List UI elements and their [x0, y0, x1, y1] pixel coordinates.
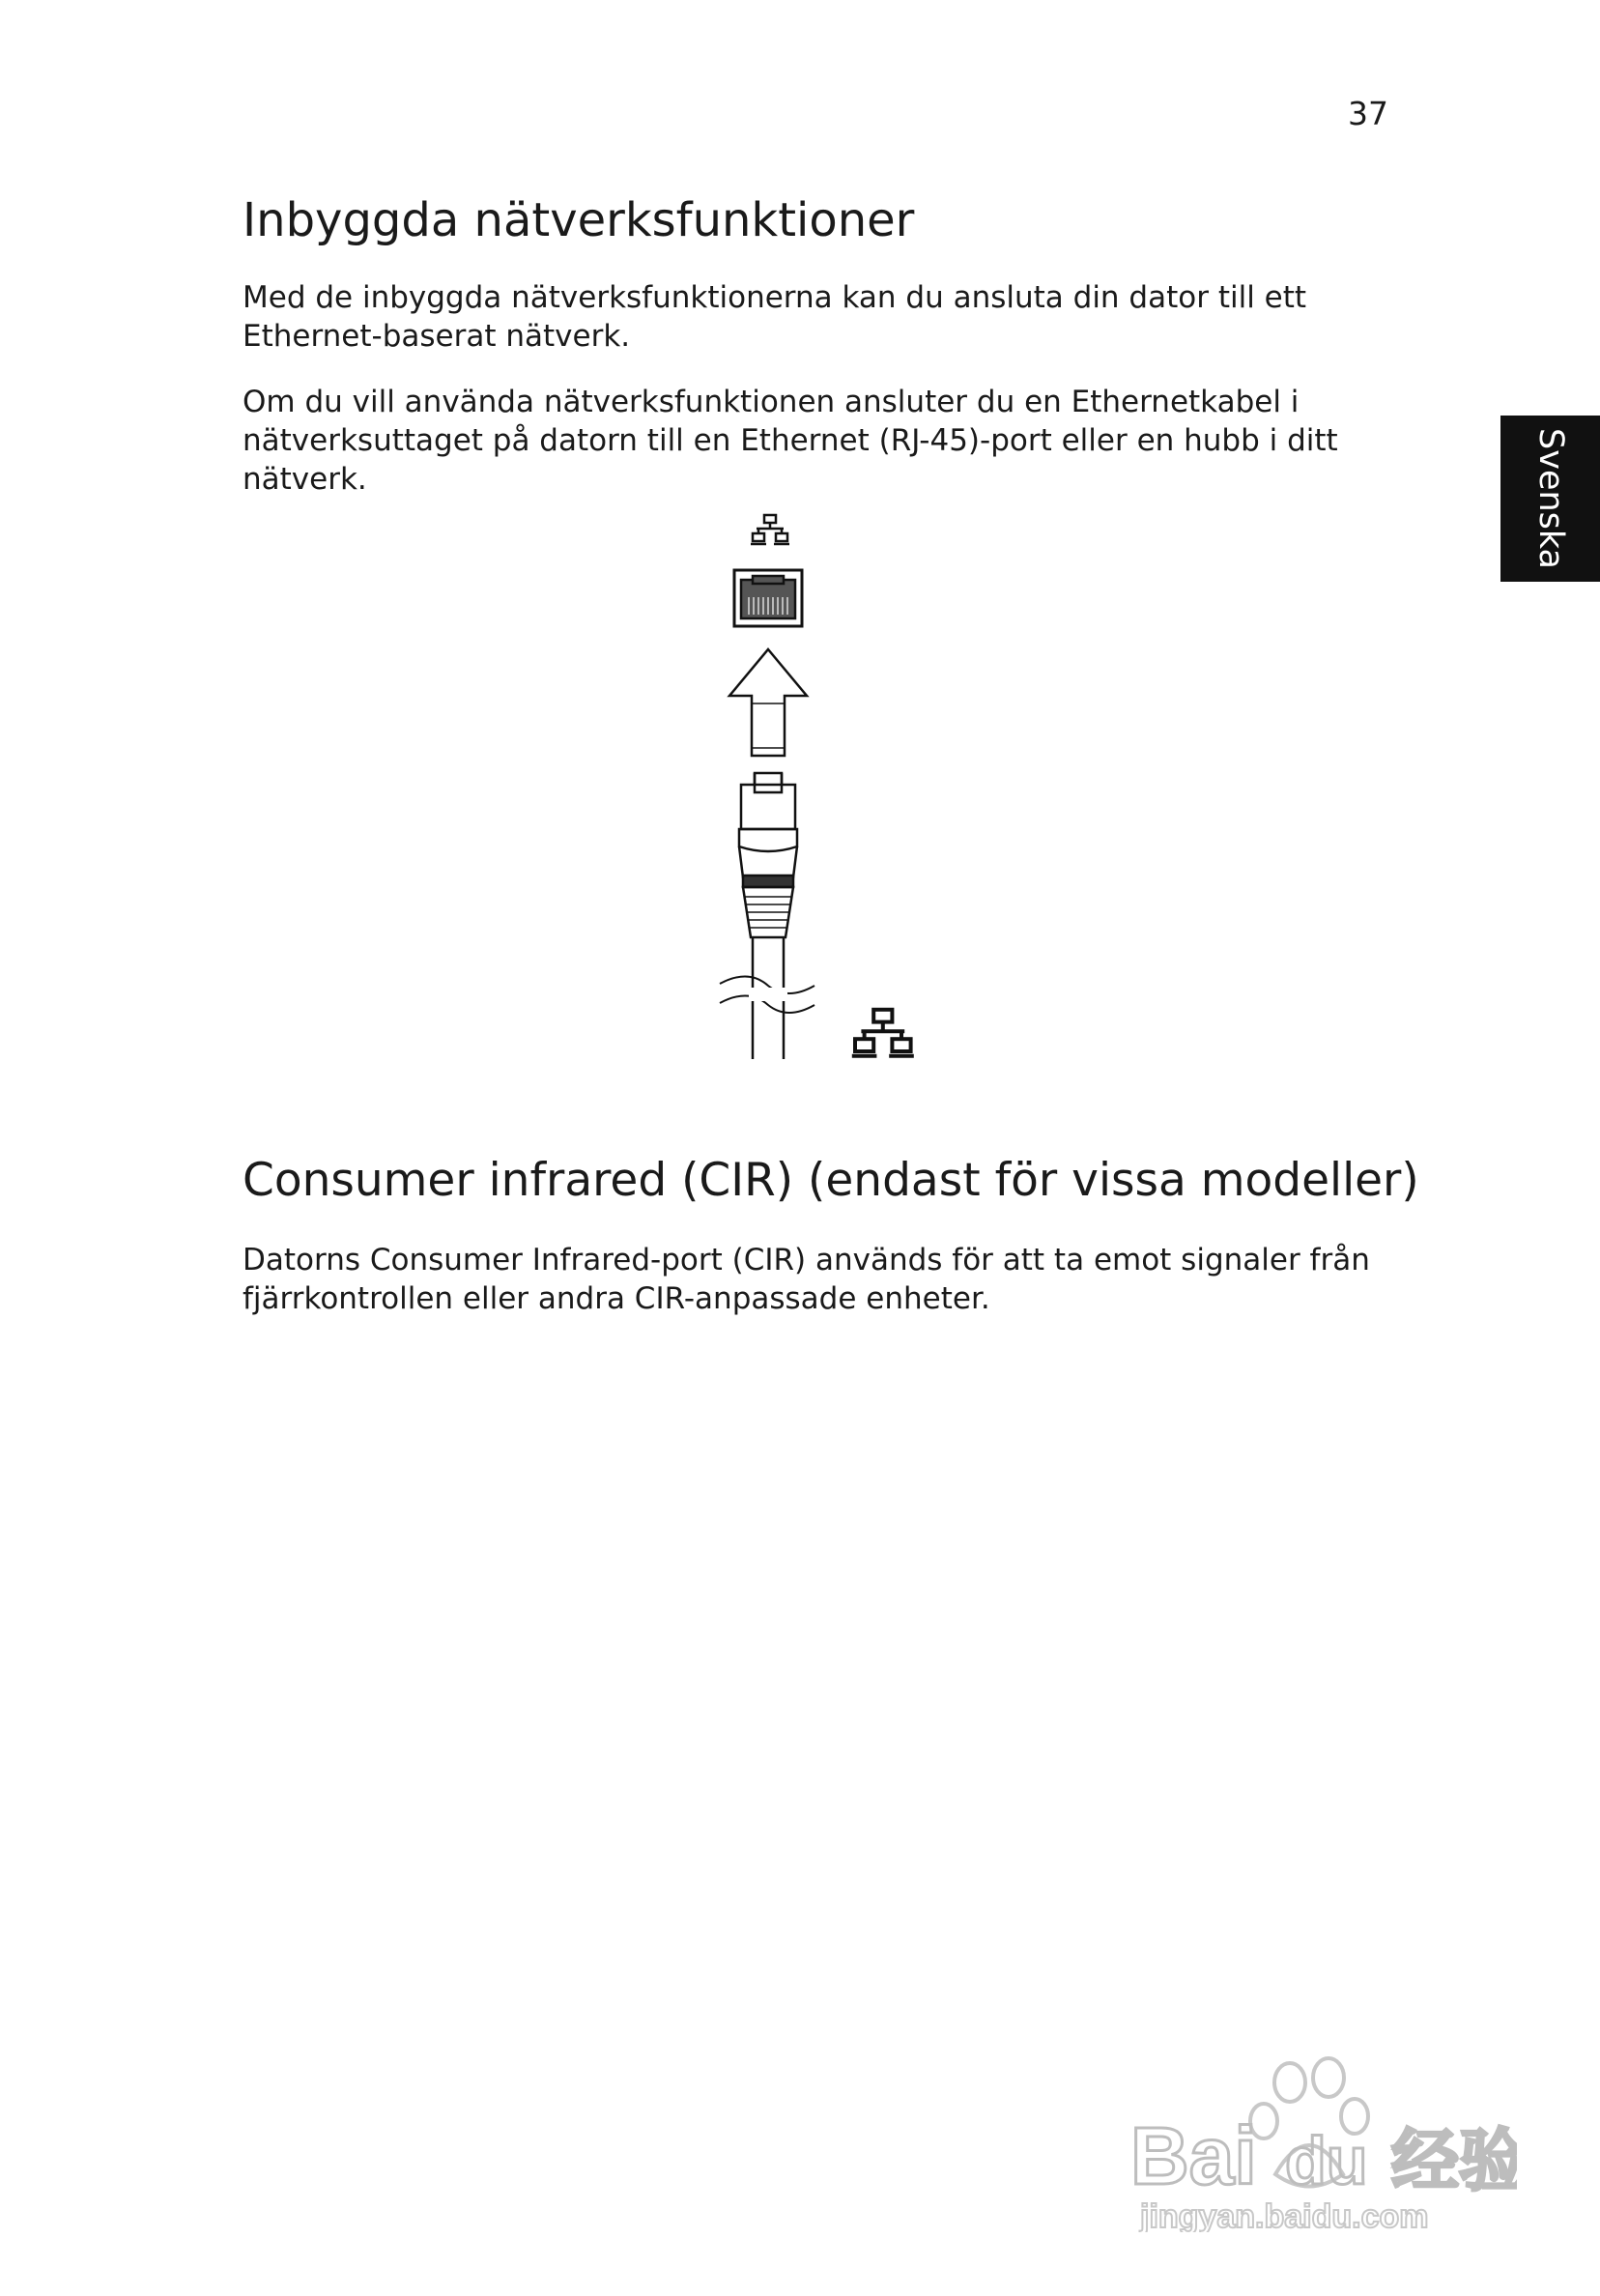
- language-tab-label: Svenska: [1530, 428, 1570, 569]
- svg-text:jingyan.baidu.com: jingyan.baidu.com: [1140, 2198, 1429, 2232]
- page-number: 37: [1348, 95, 1388, 132]
- paragraph-cir: Datorns Consumer Infrared-port (CIR) används för att ta emot signaler från fjärrkontrollen eller andra CIR-anpassade enheter.: [243, 1243, 1370, 1316]
- svg-text:经验: 经验: [1391, 2123, 1517, 2198]
- svg-text:Bai: Bai: [1130, 2110, 1257, 2201]
- section-heading-cir: Consumer infrared (CIR) (endast för vissa modeller): [243, 1154, 1419, 1207]
- svg-text:du: du: [1285, 2123, 1368, 2198]
- baidu-watermark-logo: [1130, 2039, 1517, 2232]
- section-heading-network: Inbyggda nätverksfunktioner: [243, 193, 915, 247]
- ethernet-connection-illustration: [710, 512, 923, 1063]
- rj45-port-icon: [734, 570, 802, 626]
- up-arrow-icon: [729, 649, 807, 756]
- paragraph-network-intro: Med de inbyggda nätverksfunktionerna kan du ansluta din dator till ett Ethernet-baserat nätverk.: [243, 280, 1307, 354]
- network-icon: [751, 515, 789, 544]
- language-tab: [1500, 416, 1600, 582]
- network-icon: [852, 1010, 914, 1056]
- rj45-plug-icon: [720, 773, 814, 1059]
- paragraph-network-instructions: Om du vill använda nätverksfunktionen ansluter du en Ethernetkabel i nätverksuttaget på datorn till en Ethernet (RJ-45)-port eller en hubb i ditt nätverk.: [243, 385, 1338, 497]
